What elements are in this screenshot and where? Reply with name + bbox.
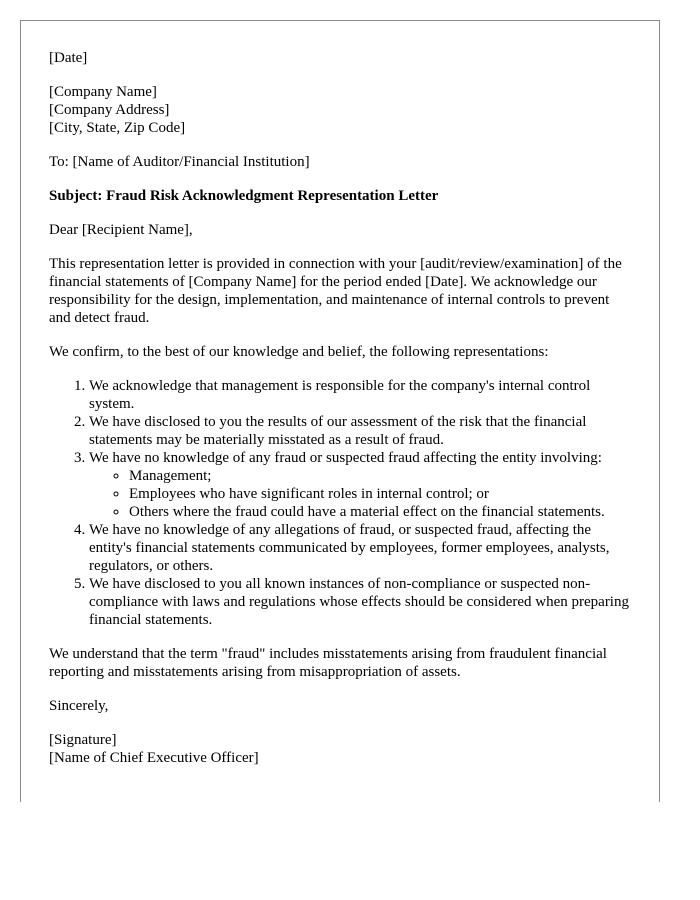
fraud-definition-paragraph: We understand that the term "fraud" includes misstatements arising from fraudulent financial reporting and misstatements arising from misappropriation of assets.: [49, 646, 607, 680]
fraud-involving-item-management: ◦ Management;: [129, 467, 631, 485]
subject-line: Subject: Fraud Risk Acknowledgment Representation Letter: [49, 188, 439, 204]
intro-paragraph: This representation letter is provided in connection with your [audit/review/examination] of the financial statements of [Company Name] for the period ended [Date]. We acknowledge our responsibility for the design, implementation, and maintenance of internal controls to prevent and detect fraud.: [49, 256, 622, 326]
letter-page: [20, 20, 660, 802]
confirm-paragraph: We confirm, to the best of our knowledge and belief, the following representations:: [49, 344, 549, 360]
fraud-involving-item-employees: ◦ Employees who have significant roles in internal control; or: [129, 485, 631, 503]
recipient-line: To: [Name of Auditor/Financial Institution]: [49, 154, 310, 170]
signer-name: [Name of Chief Executive Officer]: [49, 750, 259, 766]
closing: Sincerely,: [49, 698, 109, 714]
company-name: [Company Name]: [49, 84, 157, 100]
city-state-zip: [City, State, Zip Code]: [49, 120, 186, 136]
company-address: [Company Address]: [49, 102, 170, 118]
fraud-involving-list: [89, 467, 631, 521]
representation-item-2: 2. We have disclosed to you the results of our assessment of the risk that the financial statements may be materially misstated as a result of fraud.: [89, 413, 631, 449]
salutation: Dear [Recipient Name],: [49, 222, 193, 238]
fraud-involving-item-others: ◦ Others where the fraud could have a material effect on the financial statements.: [129, 503, 631, 521]
representation-item-3: [89, 449, 631, 521]
signature-block: [49, 731, 631, 767]
sender-address-block: [49, 83, 631, 137]
representation-item-3-text: We have no knowledge of any fraud or suspected fraud affecting the entity involving:: [89, 450, 602, 466]
signature-placeholder: [Signature]: [49, 732, 117, 748]
representation-item-4: 4. We have no knowledge of any allegations of fraud, or suspected fraud, affecting the entity's financial statements communicated by employees, former employees, analysts, regulators, or others.: [89, 521, 631, 575]
representations-list: [49, 377, 631, 629]
letter-date: [Date]: [49, 50, 88, 66]
representation-item-5: 5. We have disclosed to you all known instances of non-compliance or suspected non-compliance with laws and regulations whose effects should be considered when preparing financial statements.: [89, 575, 631, 629]
representation-item-1: 1. We acknowledge that management is responsible for the company's internal control system.: [89, 377, 631, 413]
